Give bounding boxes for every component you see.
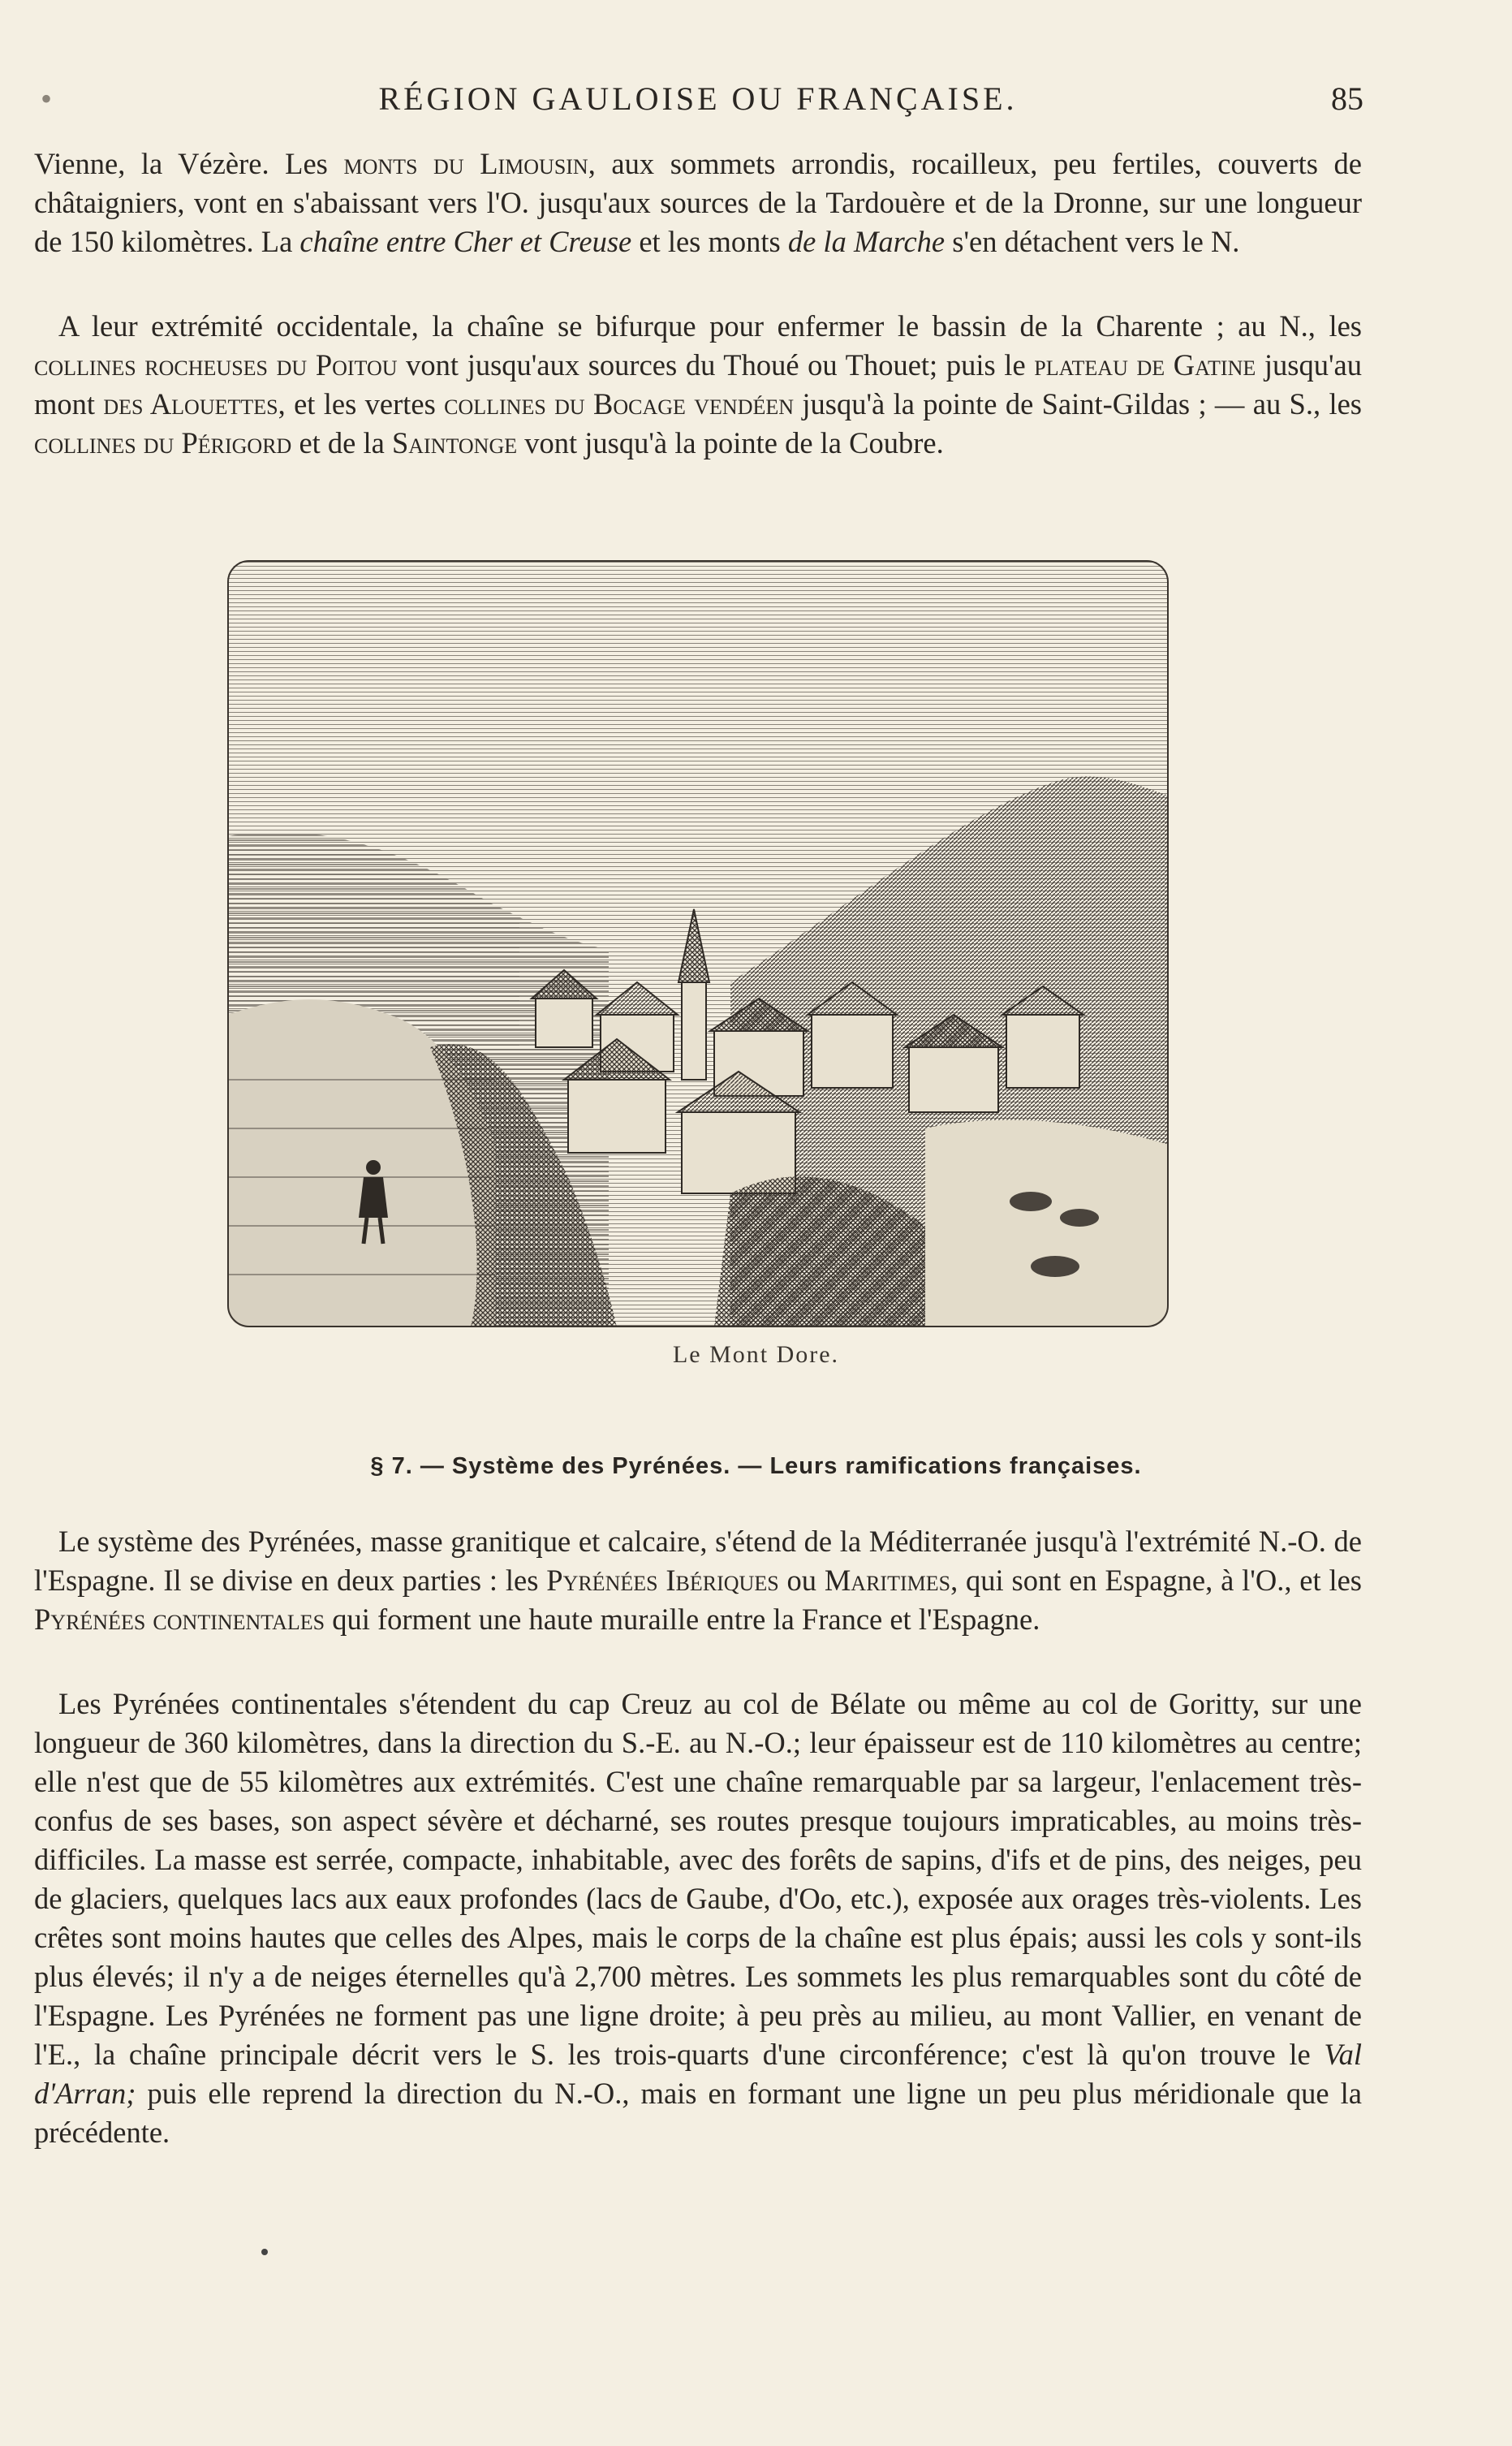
paragraph-pyrenees-intro [34,1522,1362,1639]
term-pyrenees-continentales: Pyrénées continentales [34,1603,325,1636]
engraving-mont-dore [227,560,1169,1327]
header-bullet: • [41,80,56,117]
term-val-d-arran: Val d'Arran; [34,2038,1362,2110]
text-run: qui forment une haute muraille entre la France et l'Espagne. [325,1603,1040,1636]
text-run: vont jusqu'à la pointe de la Coubre. [517,426,944,459]
term-pyrenees-iberiques: Pyrénées Ibériques [546,1564,779,1597]
cow [1060,1209,1099,1227]
term-des-alouettes: des Alouettes [103,387,278,421]
running-title: RÉGION GAULOISE OU FRANÇAISE. [378,80,1018,117]
text-run: Vienne, la Vézère. Les [34,147,344,180]
text-run: , qui sont en Espagne, à l'O., et les [950,1564,1362,1597]
paragraph-pyrenees-continentales [34,1685,1362,2152]
ink-speck [261,2249,268,2255]
paragraph-charente [34,307,1362,463]
cow [1031,1256,1079,1277]
term-collines-poitou: collines rocheuses du Poitou [34,348,398,382]
term-monts-du-limousin: monts du Limousin [343,147,588,180]
text-run: A leur extrémité occidentale, la chaîne se bifurque pour enfermer le bassin de la Charente ; au N., les [58,309,1362,343]
term-collines-bocage: collines du Bocage vendéen [444,387,795,421]
text-run: Les Pyrénées continentales s'étendent du cap Creuz au col de Bélate ou même au col de Goritty, sur une longueur de 360 kilomètres, dans la direction du S.-E. au N.-O.; leur épaisseur est de 110 kilomètres au centre; elle n'est que de 55 kilomètres aux extrémités. C'est une chaîne remarquable par sa largeur, l'enlacement très-confus de ses bases, son aspect sévère et décharné, ses routes presque toujours impraticables, au moins très-difficiles. La masse est serrée, compacte, inhabitable, avec des forêts de sapins, d'ifs et de pins, des neiges, peu de glaciers, quelques lacs aux eaux profondes (lacs de Gaube, d'Oo, etc.), exposée aux orages très-violents. Les crêtes sont moins hautes que celles des Alpes, mais le corps de la chaîne est plus épais; aussi les cols y sont-ils plus élevés; il n'y a de neiges éternelles qu'à 2,700 mètres. Les sommets les plus remarquables sont du côté de l'Espagne. Les Pyrénées ne forment pas une ligne droite; à peu près au milieu, au mont Vallier, en venant de l'E., la chaîne principale décrit vers le S. les trois-quarts d'une circonférence; c'est là qu'on trouve le [34,1687,1362,2071]
engraving-illustration [227,560,1169,1327]
text-run: , et les vertes [278,387,445,421]
text-run: ou [778,1564,825,1597]
text-run: , aux sommets arrondis, rocailleux, peu fertiles, couverts de châtaigniers, vont en s'abaissant vers l'O. jusqu'aux sources de la Tardouère et de la Dronne, sur une longueur de 150 kilomètres. La [34,147,1362,258]
term-maritimes: Maritimes [824,1564,951,1597]
cow [1010,1192,1052,1211]
text-run: et de la [291,426,392,459]
term-plateau-gatine: plateau de Gatine [1034,348,1256,382]
term-saintonge: Saintonge [391,426,518,459]
text-run: s'en détachent vers le N. [945,225,1240,258]
pasture [925,1120,1169,1327]
running-header [32,80,1363,128]
section-heading: § 7. — Système des Pyrénées. — Leurs ramifications françaises. [370,1453,1142,1479]
text-run: et les monts [631,225,788,258]
text-run: jusqu'au mont [34,348,1363,421]
term-de-la-marche: de la Marche [787,225,946,258]
paragraph-limousin [34,145,1362,261]
text-run: puis elle reprend la direction du N.-O., mais en formant une ligne un peu plus méridionale que la précédente. [34,2077,1362,2149]
church-tower [682,982,706,1080]
figure-caption: Le Mont Dore. [672,1341,840,1368]
text-run: Le système des Pyrénées, masse granitique et calcaire, s'étend de la Méditerranée jusqu'à l'extrémité N.-O. de l'Espagne. Il se divise en deux parties : les [34,1525,1362,1597]
page-number: 85 [1331,80,1363,117]
text-run: vont jusqu'aux sources du Thoué ou Thouet; puis le [397,348,1035,382]
text-run: jusqu'à la pointe de Saint-Gildas ; — au S., les [794,387,1362,421]
term-collines-perigord: collines du Périgord [34,426,292,459]
term-chaine-cher-creuse: chaîne entre Cher et Creuse [299,225,632,258]
